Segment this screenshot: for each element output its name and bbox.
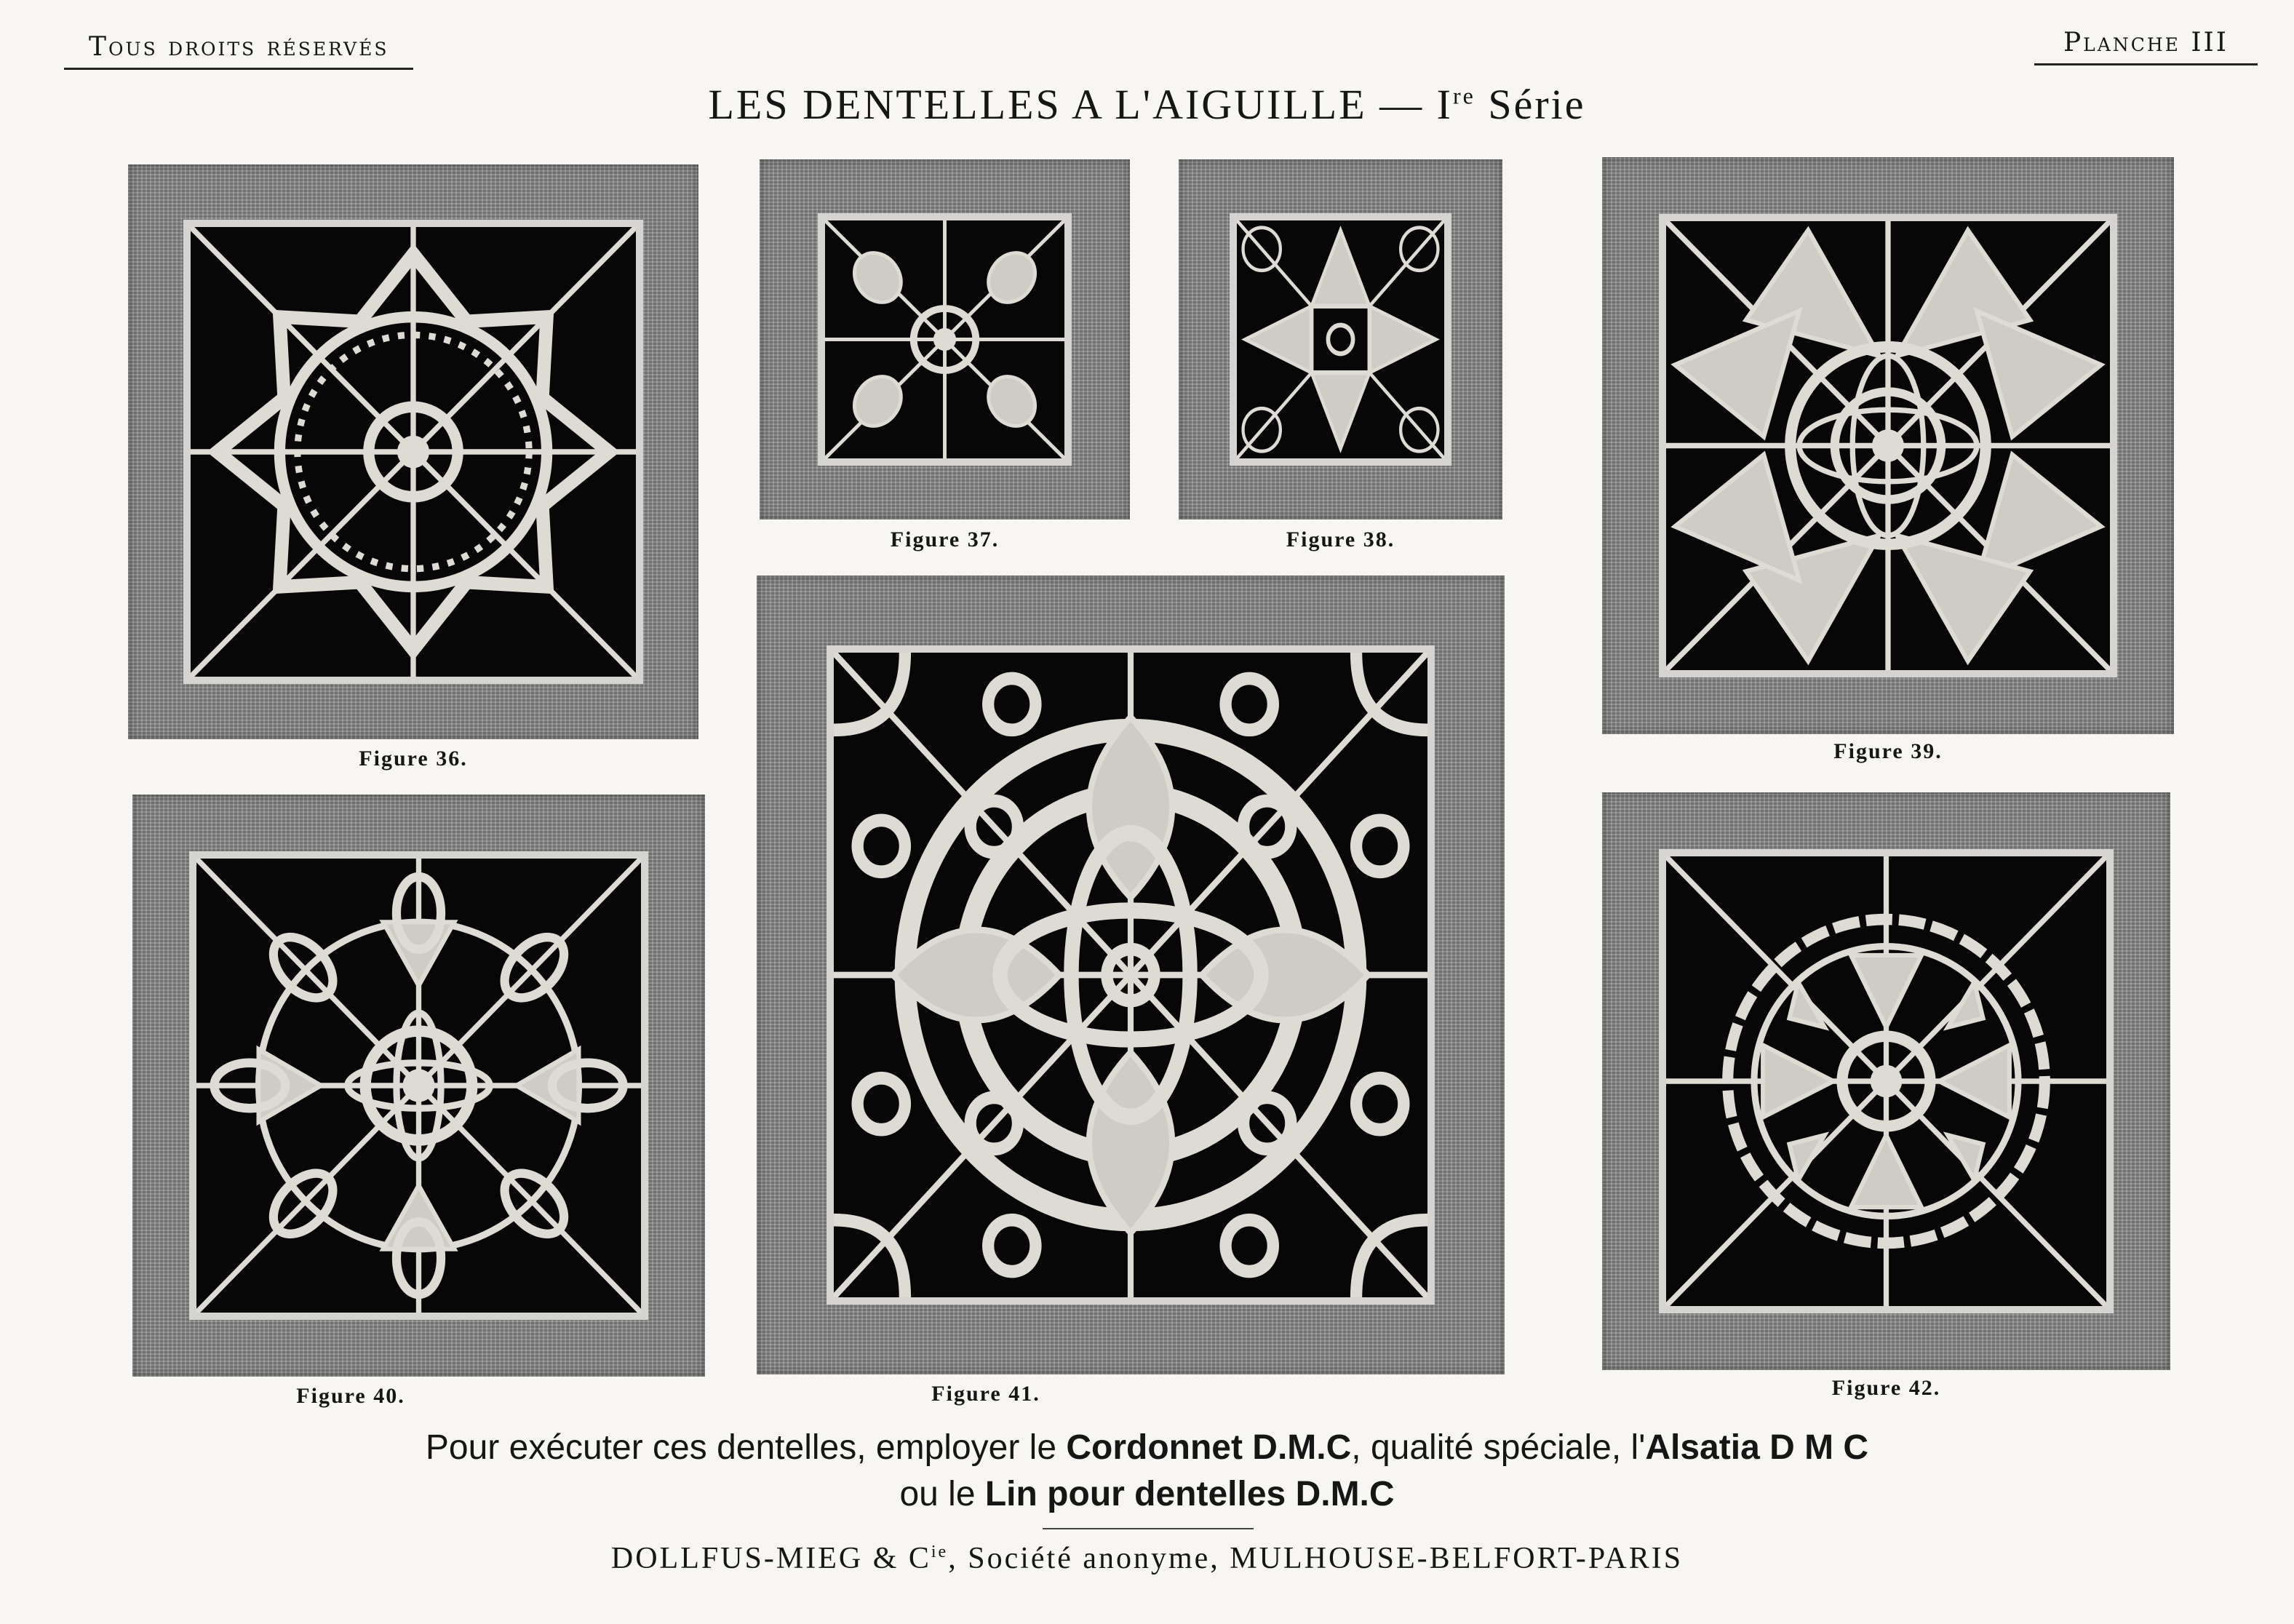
lace-panel bbox=[1230, 213, 1451, 466]
product-cordonnet: Cordonnet D.M.C bbox=[1066, 1428, 1352, 1467]
instructions-text: Pour exécuter ces dentelles, employer le bbox=[425, 1428, 1067, 1467]
lace-panel bbox=[1659, 849, 2114, 1313]
figure-41-caption: Figure 41. bbox=[931, 1382, 1040, 1406]
figure-36-caption: Figure 36. bbox=[359, 747, 468, 771]
title-suffix: Série bbox=[1475, 81, 1586, 128]
instructions-text: ou le bbox=[899, 1475, 985, 1513]
lace-motif-four-point-star bbox=[1237, 220, 1444, 458]
product-alsatia: Alsatia D M C bbox=[1645, 1428, 1869, 1467]
instructions-line-1 bbox=[0, 1425, 2294, 1471]
figure-37-caption: Figure 37. bbox=[890, 528, 1000, 552]
figure-39 bbox=[1602, 157, 2174, 763]
lace-panel bbox=[818, 213, 1072, 466]
separator-rule bbox=[1043, 1528, 1254, 1529]
product-lin: Lin pour dentelles D.M.C bbox=[984, 1475, 1395, 1513]
lace-panel bbox=[1659, 214, 2117, 677]
figure-40-caption: Figure 40. bbox=[296, 1384, 405, 1408]
figure-41 bbox=[757, 576, 1505, 1406]
title-main: LES DENTELLES A L'AIGUILLE — I bbox=[708, 81, 1453, 128]
figure-36 bbox=[128, 164, 698, 771]
figure-39-caption: Figure 39. bbox=[1833, 739, 1943, 763]
page-title bbox=[0, 80, 2294, 129]
figure-37 bbox=[760, 159, 1130, 552]
rights-reserved-label: Tous droits réservés bbox=[64, 32, 413, 70]
lace-panel bbox=[189, 851, 648, 1320]
figure-40 bbox=[132, 795, 705, 1408]
instructions-text: , qualité spéciale, l' bbox=[1351, 1428, 1646, 1467]
publisher-superscript: ie bbox=[931, 1543, 949, 1561]
instructions-line-2 bbox=[0, 1471, 2294, 1518]
title-superscript: re bbox=[1452, 82, 1475, 109]
lace-motif-wheel-ovals bbox=[825, 220, 1064, 458]
lace-motif-scalloped-rosette bbox=[1666, 856, 2106, 1306]
figure-38 bbox=[1179, 159, 1502, 552]
usage-instructions bbox=[0, 1425, 2294, 1518]
publisher-details: , Société anonyme, MULHOUSE-BELFORT-PARIS bbox=[948, 1542, 1684, 1575]
figure-42 bbox=[1602, 792, 2170, 1400]
lace-panel bbox=[183, 220, 643, 684]
figure-38-caption: Figure 38. bbox=[1286, 528, 1395, 552]
lace-motif-rosette-ovals bbox=[196, 859, 641, 1313]
lace-motif-triangle-star bbox=[1666, 221, 2110, 670]
lace-motif-star-wheel bbox=[191, 227, 636, 677]
lace-panel bbox=[827, 645, 1435, 1305]
publisher-footer bbox=[0, 1541, 2294, 1576]
lace-motif-large-rosette bbox=[834, 653, 1427, 1297]
figure-42-caption: Figure 42. bbox=[1831, 1376, 1941, 1400]
publisher-name: DOLLFUS-MIEG & C bbox=[610, 1542, 931, 1575]
plate-number: Planche III bbox=[2034, 28, 2258, 65]
